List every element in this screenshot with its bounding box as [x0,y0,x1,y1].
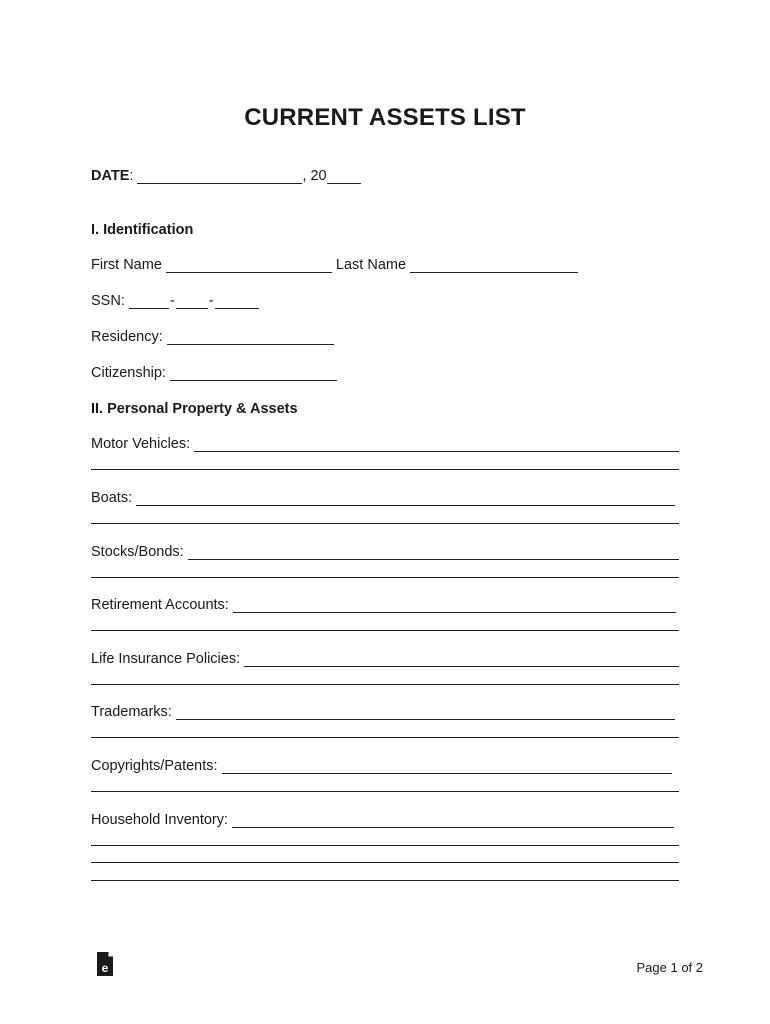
motor-vehicles-label: Motor Vehicles: [91,436,191,452]
boats-row [91,490,675,506]
svg-text:e: e [101,961,109,975]
document-e-logo-icon [96,951,114,977]
motor-vehicles-field[interactable] [194,437,679,452]
household-inventory-line-4[interactable] [91,880,679,881]
trademarks-field[interactable] [176,705,675,720]
first-name-field[interactable] [166,258,332,273]
life-insurance-row [91,651,679,667]
year-prefix: , 20 [302,168,327,184]
copyrights-patents-label: Copyrights/Patents: [91,758,218,774]
household-inventory-line-3[interactable] [91,862,679,863]
household-inventory-row [91,812,674,828]
citizenship-label: Citizenship: [91,365,166,381]
residency-field[interactable] [167,330,334,345]
last-name-label: Last Name [335,257,407,273]
copyrights-patents-field[interactable] [222,759,672,774]
residency-row [91,329,334,345]
life-insurance-line-2[interactable] [91,684,679,685]
year-field[interactable] [327,169,361,184]
household-inventory-label: Household Inventory: [91,812,229,828]
residency-label: Residency: [91,329,163,345]
page-number: Page 1 of 2 [636,960,703,975]
ssn-dash-2: - [208,293,214,309]
stocks-bonds-field[interactable] [188,545,679,560]
boats-field[interactable] [136,491,675,506]
copyrights-patents-line-2[interactable] [91,791,679,792]
ssn-label: SSN: [91,293,125,309]
stocks-bonds-line-2[interactable] [91,577,679,578]
life-insurance-field[interactable] [244,652,679,667]
ssn-dash-1: - [169,293,175,309]
household-inventory-line-2[interactable] [91,845,679,846]
ssn-field-part1[interactable] [129,294,169,309]
citizenship-field[interactable] [170,366,337,381]
ssn-row [91,293,259,309]
name-row [91,257,591,273]
ssn-field-part2[interactable] [176,294,208,309]
section-identification-heading: I. Identification [91,222,194,238]
document-title: CURRENT ASSETS LIST [244,104,526,131]
retirement-accounts-label: Retirement Accounts: [91,597,229,613]
first-name-label: First Name [91,257,162,273]
citizenship-row [91,365,337,381]
stocks-bonds-row [91,544,679,560]
last-name-field[interactable] [410,258,578,273]
copyrights-patents-row [91,758,672,774]
boats-line-2[interactable] [91,523,679,524]
date-row [91,168,391,184]
retirement-accounts-line-2[interactable] [91,630,679,631]
trademarks-line-2[interactable] [91,737,679,738]
ssn-field-part3[interactable] [215,294,259,309]
trademarks-row [91,704,675,720]
motor-vehicles-row [91,436,679,452]
motor-vehicles-line-2[interactable] [91,469,679,470]
date-field[interactable] [137,169,302,184]
retirement-accounts-field[interactable] [233,598,676,613]
boats-label: Boats: [91,490,133,506]
retirement-accounts-row [91,597,676,613]
trademarks-label: Trademarks: [91,704,172,720]
stocks-bonds-label: Stocks/Bonds: [91,544,184,560]
section-assets-heading: II. Personal Property & Assets [91,401,298,417]
life-insurance-label: Life Insurance Policies: [91,651,241,667]
date-colon: : [129,168,134,184]
household-inventory-field[interactable] [232,813,674,828]
date-label: DATE [91,168,130,184]
